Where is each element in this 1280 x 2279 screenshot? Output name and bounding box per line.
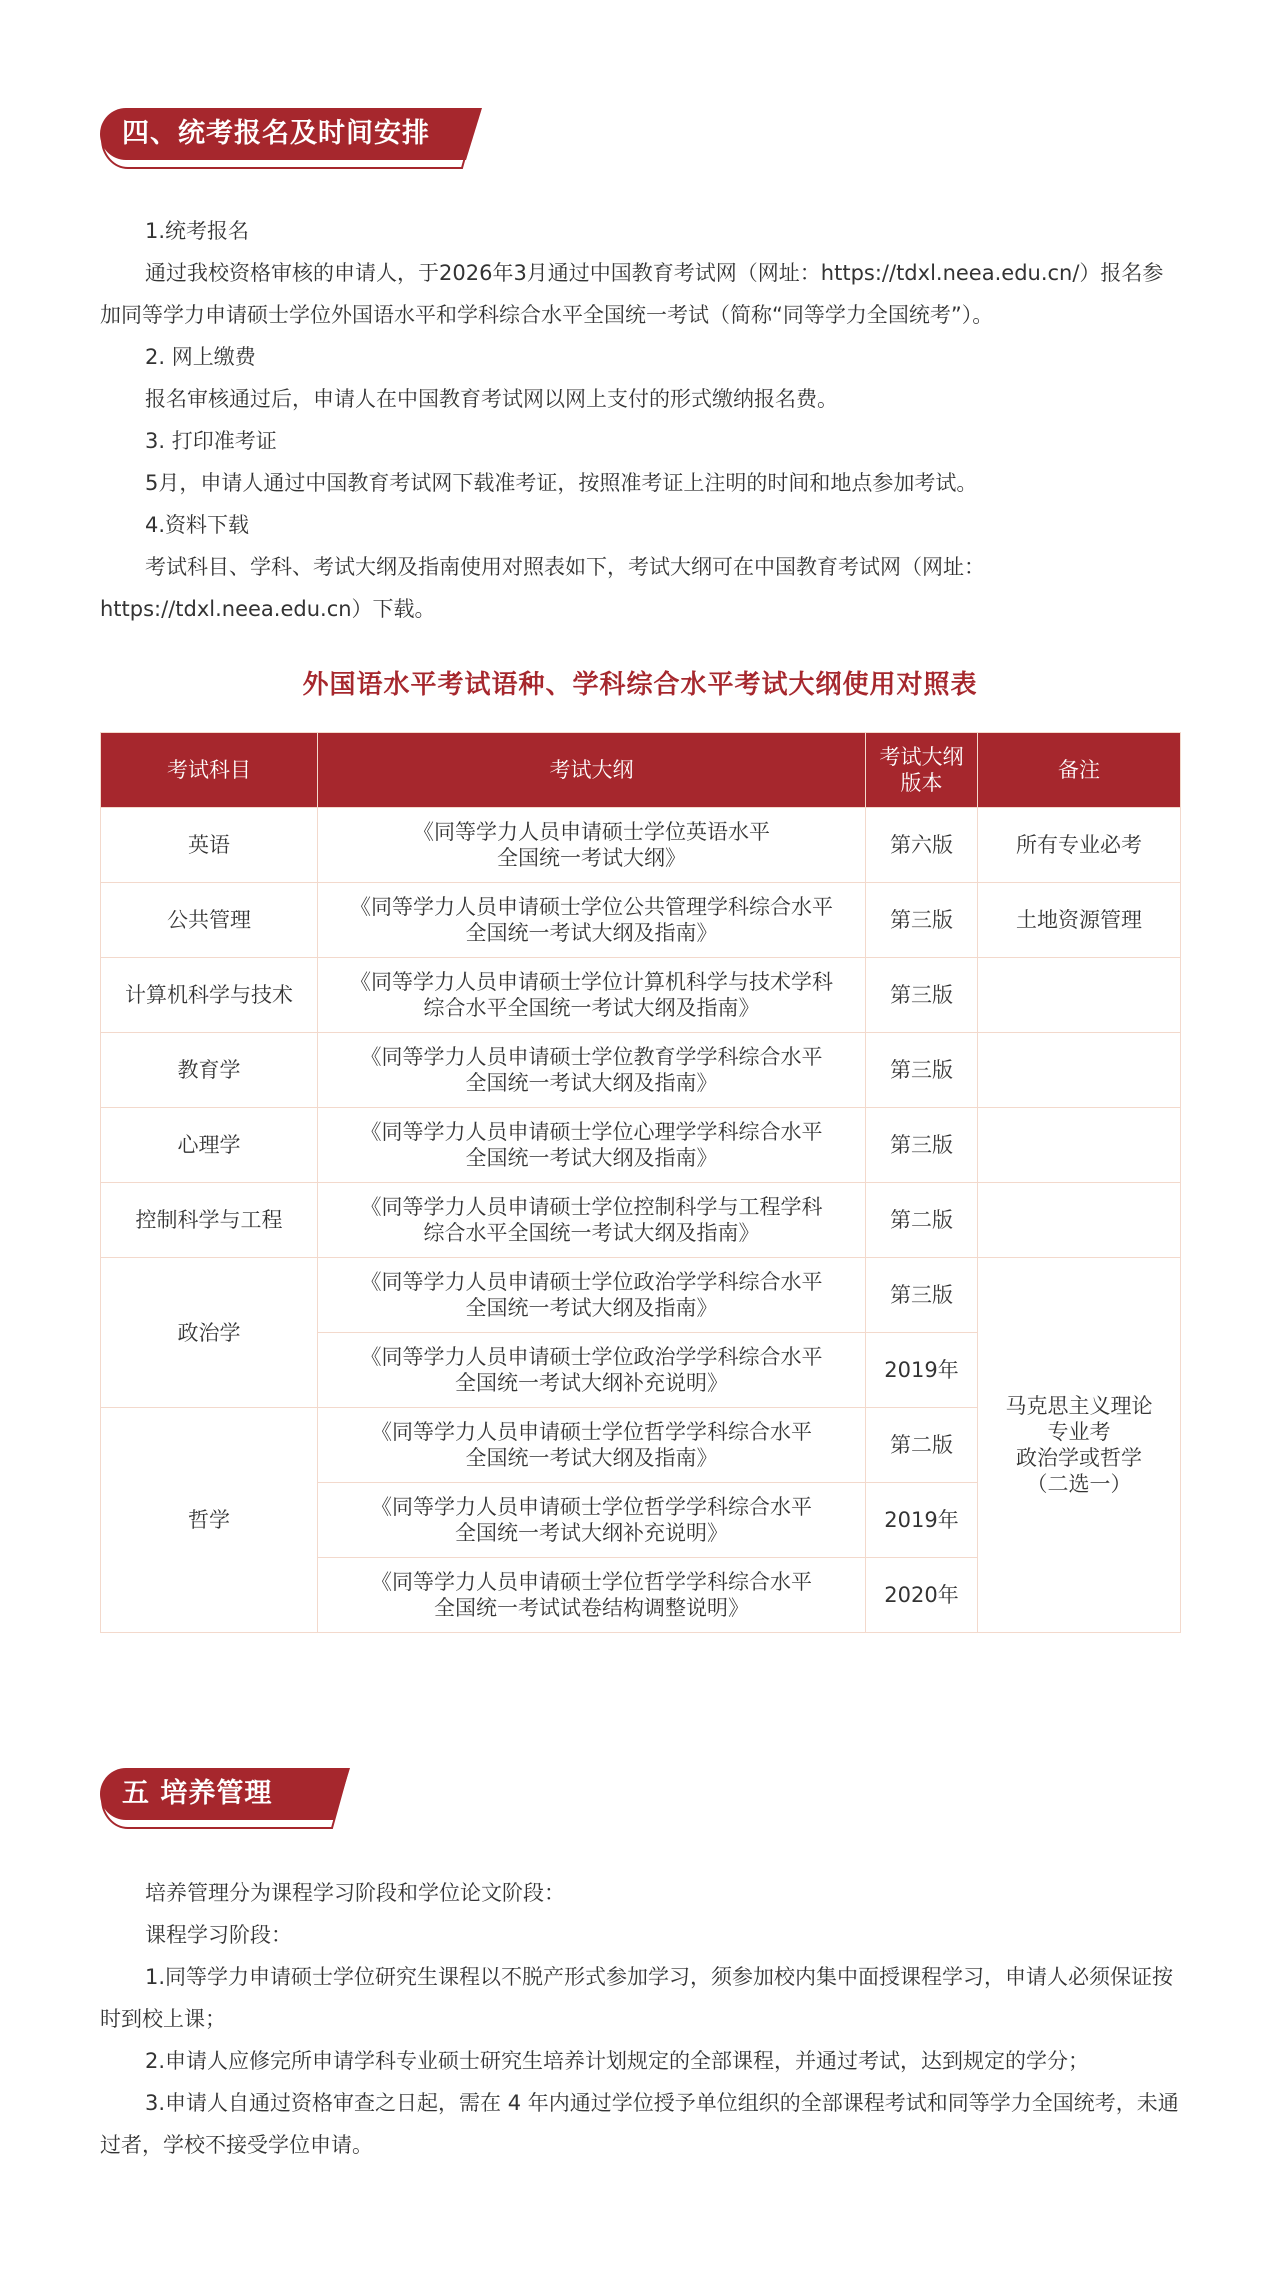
item-4-paragraph: 考试科目、学科、考试大纲及指南使用对照表如下，考试大纲可在中国教育考试网（网址：https://tdxl.neea.edu.cn）下载。 [100,555,985,621]
table-title: 外国语水平考试语种、学科综合水平考试大纲使用对照表 [302,670,978,700]
cell-version: 2019年 [866,1483,978,1558]
cell-version: 第三版 [866,1258,978,1333]
cell-outline: 《同等学力人员申请硕士学位哲学学科综合水平 全国统一考试试卷结构调整说明》 [318,1558,866,1633]
cell-subject: 英语 [101,808,318,883]
header-outline: 考试大纲 [318,733,866,808]
section-5-stage: 课程学习阶段： [145,1923,292,1947]
section-4-banner [100,108,500,168]
table-row [101,1108,1181,1183]
cell-version: 第六版 [866,808,978,883]
cell-version: 第三版 [866,1108,978,1183]
table-row [101,808,1181,883]
cell-outline: 《同等学力人员申请硕士学位控制科学与工程学科 综合水平全国统一考试大纲及指南》 [318,1183,866,1258]
item-1-heading: 1.统考报名 [145,219,250,243]
section-5-intro: 培养管理分为课程学习阶段和学位论文阶段： [145,1881,565,1905]
cell-outline: 《同等学力人员申请硕士学位心理学学科综合水平 全国统一考试大纲及指南》 [318,1108,866,1183]
cell-subject: 哲学 [101,1408,318,1633]
cell-subject: 教育学 [101,1033,318,1108]
table-row [101,883,1181,958]
cell-version: 第三版 [866,1033,978,1108]
header-subject: 考试科目 [101,733,318,808]
table-header-row [101,733,1181,808]
header-version: 考试大纲 版本 [866,733,978,808]
section-5-banner [100,1768,360,1828]
item-3-paragraph: 5月，申请人通过中国教育考试网下载准考证，按照准考证上注明的时间和地点参加考试。 [145,471,978,495]
outline-comparison-table [100,732,1181,1633]
cell-note-merged: 马克思主义理论 专业考 政治学或哲学 （二选一） [978,1258,1181,1633]
section-5-title: 五 培养管理 [122,1778,273,1809]
cell-version: 第二版 [866,1408,978,1483]
cell-outline: 《同等学力人员申请硕士学位哲学学科综合水平 全国统一考试大纲补充说明》 [318,1483,866,1558]
cell-subject: 计算机科学与技术 [101,958,318,1033]
table-row [101,1258,1181,1333]
cell-outline: 《同等学力人员申请硕士学位哲学学科综合水平 全国统一考试大纲及指南》 [318,1408,866,1483]
section-5-body [100,1872,1180,2166]
item-2-paragraph: 报名审核通过后，申请人在中国教育考试网以网上支付的形式缴纳报名费。 [145,387,838,411]
cell-outline: 《同等学力人员申请硕士学位政治学学科综合水平 全国统一考试大纲及指南》 [318,1258,866,1333]
point-1: 1.同等学力申请硕士学位研究生课程以不脱产形式参加学习，须参加校内集中面授课程学习，申请人必须保证按时到校上课； [100,1965,1174,2031]
cell-version: 第三版 [866,958,978,1033]
cell-note [978,1033,1181,1108]
cell-subject: 控制科学与工程 [101,1183,318,1258]
table-row [101,1033,1181,1108]
table-row [101,958,1181,1033]
cell-version: 第三版 [866,883,978,958]
cell-outline: 《同等学力人员申请硕士学位教育学学科综合水平 全国统一考试大纲及指南》 [318,1033,866,1108]
item-1-paragraph: 通过我校资格审核的申请人，于2026年3月通过中国教育考试网（网址：https://tdxl.neea.edu.cn/）报名参加同等学力申请硕士学位外国语水平和学科综合水平全国统一考试（简称“同等学力全国统考”）。 [100,261,1164,327]
section-4-title: 四、统考报名及时间安排 [122,118,430,149]
cell-outline: 《同等学力人员申请硕士学位政治学学科综合水平 全国统一考试大纲补充说明》 [318,1333,866,1408]
cell-note [978,958,1181,1033]
cell-outline: 《同等学力人员申请硕士学位公共管理学科综合水平 全国统一考试大纲及指南》 [318,883,866,958]
point-2: 2.申请人应修完所申请学科专业硕士研究生培养计划规定的全部课程，并通过考试，达到规定的学分； [145,2049,1090,2073]
cell-outline: 《同等学力人员申请硕士学位英语水平 全国统一考试大纲》 [318,808,866,883]
cell-outline: 《同等学力人员申请硕士学位计算机科学与技术学科 综合水平全国统一考试大纲及指南》 [318,958,866,1033]
cell-note: 土地资源管理 [978,883,1181,958]
cell-subject: 政治学 [101,1258,318,1408]
cell-version: 2019年 [866,1333,978,1408]
section-4-body [100,210,1180,630]
cell-note: 所有专业必考 [978,808,1181,883]
header-note: 备注 [978,733,1181,808]
cell-subject: 公共管理 [101,883,318,958]
item-4-heading: 4.资料下载 [145,513,250,537]
cell-version: 第二版 [866,1183,978,1258]
point-3: 3.申请人自通过资格审查之日起，需在 4 年内通过学位授予单位组织的全部课程考试和同等学力全国统考，未通过者，学校不接受学位申请。 [100,2091,1179,2157]
cell-version: 2020年 [866,1558,978,1633]
table-row [101,1183,1181,1258]
cell-subject: 心理学 [101,1108,318,1183]
item-2-heading: 2. 网上缴费 [145,345,256,369]
item-3-heading: 3. 打印准考证 [145,429,277,453]
cell-note [978,1183,1181,1258]
cell-note [978,1108,1181,1183]
